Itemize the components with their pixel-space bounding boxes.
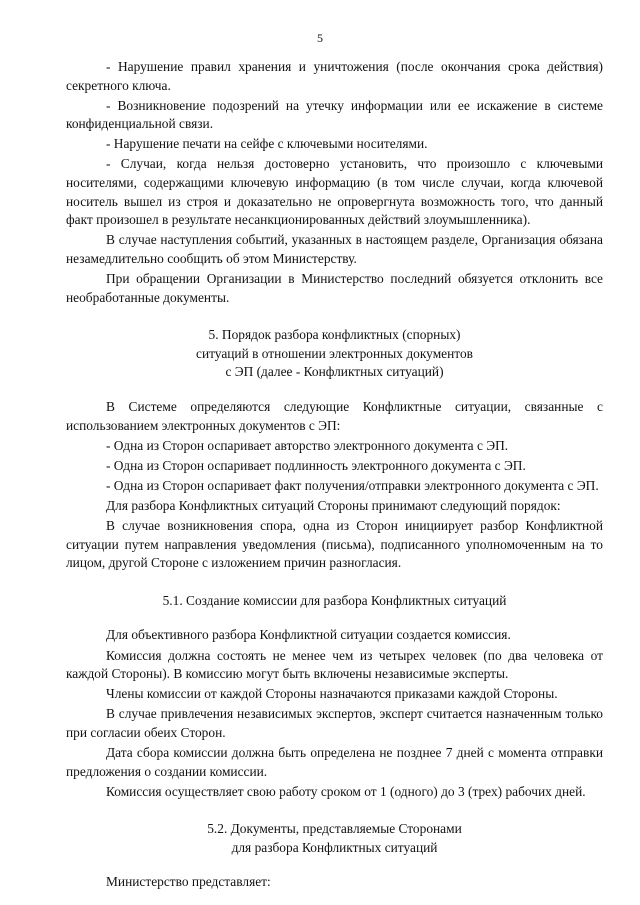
section-5-2-heading [66,820,603,857]
intro-paragraph: При обращении Организации в Министерство последний обязуется отклонить все необработанные документы. [66,271,603,305]
section-5-paragraph: В случае возникновения спора, одна из Сторон инициирует разбор Конфликтной ситуации путем направления уведомления (письма), подписанного уполномоченным на то лицом, другой Стороне с изложением причин разногласия. [66,518,603,571]
section-5-paragraph: - Одна из Сторон оспаривает подлинность электронного документа с ЭП. [106,457,526,473]
heading-line: с ЭП (далее - Конфликтных ситуаций) [225,364,444,380]
intro-paragraph: - Нарушение правил хранения и уничтожения (после окончания срока действия) секретного ключа. [66,59,603,93]
section-5-1-paragraph: Члены комиссии от каждой Стороны назначаются приказами каждой Стороны. [106,686,558,702]
section-5-1-paragraph: Для объективного разбора Конфликтной ситуации создается комиссия. [106,627,511,643]
intro-paragraph: - Случаи, когда нельзя достоверно установить, что произошло с ключевыми носителями, содержащими ключевую информацию (в том числе случаи, когда ключевой носитель вышел из строя и доказательно не опровергнута возможность того, что данный факт произошел в результате несанкционированных действий злоумышленника). [66,156,603,228]
section-5-1-heading: 5.1. Создание комиссии для разбора Конфликтных ситуаций [162,592,507,608]
section-5-2-paragraph: Министерство представляет: [106,874,271,890]
section-5-1-paragraph: В случае привлечения независимых экспертов, эксперт считается назначенным только при согласии обеих Сторон. [66,706,603,740]
section-5-paragraph: - Одна из Сторон оспаривает авторство электронного документа с ЭП. [106,437,509,453]
section-5-1-paragraph: Дата сбора комиссии должна быть определена не позднее 7 дней с момента отправки предложения о создании комиссии. [66,745,603,779]
section-5-heading [66,326,603,382]
section-5-paragraph: Для разбора Конфликтных ситуаций Стороны принимают следующий порядок: [106,497,561,513]
heading-line: ситуаций в отношении электронных документов [196,345,473,361]
section-5-paragraph: В Системе определяются следующие Конфликтные ситуации, связанные с использованием электронных документов с ЭП: [66,399,603,433]
page-content [66,58,603,892]
page-number: 5 [317,31,323,45]
section-5-1-paragraph: Комиссия осуществляет свою работу сроком от 1 (одного) до 3 (трех) рабочих дней. [106,783,586,799]
intro-paragraph: В случае наступления событий, указанных в настоящем разделе, Организация обязана незамедлительно сообщить об этом Министерству. [66,232,603,266]
heading-line: 5.2. Документы, представляемые Сторонами [207,821,462,837]
section-5-paragraph: - Одна из Сторон оспаривает факт получения/отправки электронного документа с ЭП. [106,477,599,493]
section-5-1-paragraph: Комиссия должна состоять не менее чем из четырех человек (по два человека от каждой Стороны). В комиссию могут быть включены независимые эксперты. [66,647,603,682]
intro-paragraph: - Нарушение печати на сейфе с ключевыми носителями. [106,136,428,152]
heading-line: 5. Порядок разбора конфликтных (спорных) [208,327,461,343]
heading-line: для разбора Конфликтных ситуаций [231,839,438,855]
intro-paragraph: - Возникновение подозрений на утечку информации или ее искажение в системе конфиденциальной связи. [66,97,603,132]
